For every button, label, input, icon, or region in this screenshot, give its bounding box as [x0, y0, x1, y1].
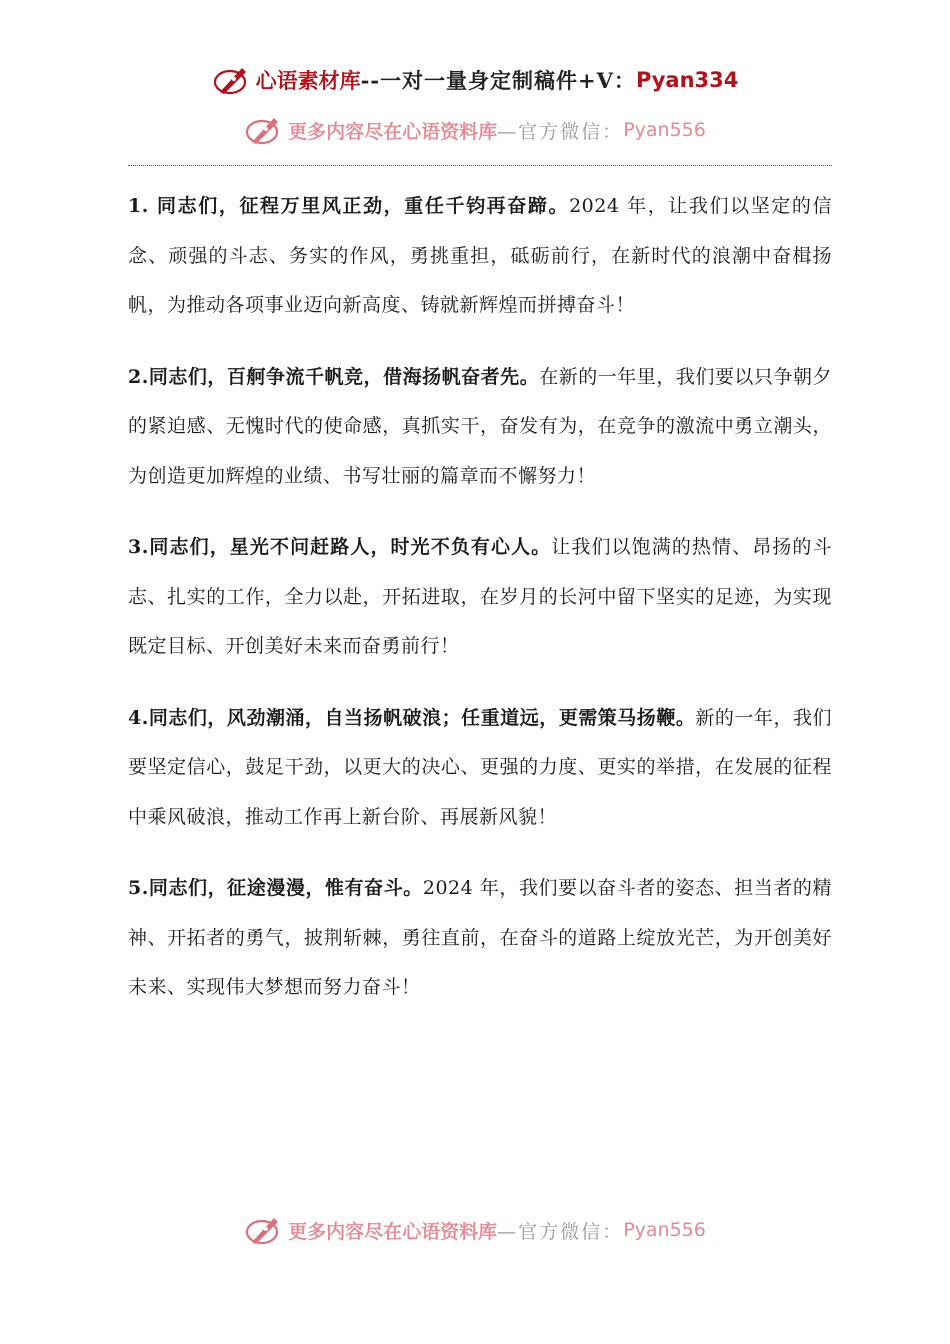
pen-nib-logo-icon: [244, 1212, 284, 1248]
paragraph-3: [128, 523, 832, 672]
paragraph-lead: 4.同志们，风劲潮涌，自当扬帆破浪；任重道远，更需策马扬鞭。: [128, 706, 696, 729]
header-title: [0, 60, 950, 100]
paragraph-5: [128, 864, 832, 1013]
footer-grey-text: —官方微信：: [497, 1220, 624, 1243]
paragraph-body: 2024 年，让我们以坚定的信念、顽强的斗志、务实的作风，勇挑重担，砥砺前行，在新时代的浪潮中奋楫扬帆，为推动各项事业迈向新高度、铸就新辉煌而拼搏奋斗！: [128, 195, 833, 316]
paragraph-lead: 5.同志们，征途漫漫，惟有奋斗。: [128, 877, 423, 899]
pen-nib-logo-icon: [244, 112, 284, 148]
document-header: [0, 60, 950, 150]
footer-watermark: [0, 1208, 950, 1252]
paragraph-lead: 1. 同志们，征程万里风正劲，重任千钧再奋蹄。: [128, 195, 570, 217]
paragraph-body: 新的一年，我们要坚定信心，鼓足干劲，以更大的决心、更强的力度、更实的举措，在发展的征程中乘风破浪，推动工作再上新台阶、再展新风貌！: [128, 706, 832, 828]
paragraph-lead: 3.同志们，星光不问赶路人，时光不负有心人。: [128, 536, 552, 558]
paragraph-4: [128, 694, 832, 843]
sub-header-code: Pyan556: [623, 119, 706, 141]
document-body: [128, 182, 832, 1035]
pen-nib-logo-icon: [212, 62, 252, 98]
paragraph-2: [128, 353, 832, 502]
header-code: Pyan334: [635, 68, 739, 92]
paragraph-body: 2024 年，我们要以奋斗者的姿态、担当者的精神、开拓者的勇气，披荆斩棘，勇往直前，在奋斗的道路上绽放光芒，为开创美好未来、实现伟大梦想而努力奋斗！: [128, 877, 832, 998]
paragraph-lead: 2.同志们，百舸争流千帆竞，借海扬帆奋者先。: [128, 365, 540, 388]
header-divider: [128, 165, 832, 166]
sub-header-watermark: [0, 110, 950, 150]
paragraph-body: 让我们以饱满的热情、昂扬的斗志、扎实的工作，全力以赴，开拓进取，在岁月的长河中留下坚实的足迹，为实现既定目标、开创美好未来而奋勇前行！: [128, 536, 832, 657]
paragraph-1: [128, 182, 832, 331]
paragraph-body: 在新的一年里，我们要以只争朝夕的紧迫感、无愧时代的使命感，真抓实干，奋发有为，在竞争的激流中勇立潮头，为创造更加辉煌的业绩、书写壮丽的篇章而不懈努力！: [128, 365, 832, 487]
footer-pink-text: 更多内容尽在心语资料库: [288, 1220, 498, 1243]
header-brand: 心语素材库: [255, 68, 361, 93]
sub-header-grey-text: —官方微信：: [497, 120, 624, 143]
sub-header-pink-text: 更多内容尽在心语资料库: [288, 120, 498, 143]
header-middle: --一对一量身定制稿件+V：: [360, 68, 636, 93]
footer-code: Pyan556: [623, 1219, 706, 1241]
